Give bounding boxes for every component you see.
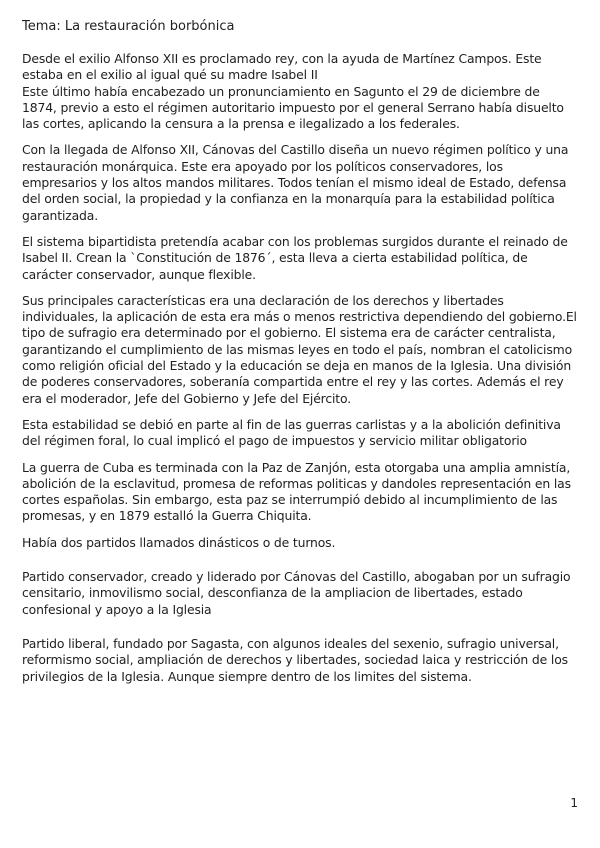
- paragraph-stability: Esta estabilidad se debió en parte al fin de las guerras carlistas y a la abolición definitiva del régimen foral, lo cual implicó el pago de impuestos y servicio militar obligatorio: [22, 416, 561, 449]
- paragraph-canovas-regime: Con la llegada de Alfonso XII, Cánovas del Castillo diseña un nuevo régimen político y una restauración monárquica. Este era apoyado por los políticos conservadores, los empresarios y los altos mandos militares. Todos tenían el mismo ideal de Estado, defensa del orden social, la propiedad y la confianza en la monarquía para la estabilidad política garantizada.: [22, 142, 569, 223]
- paragraph-dynastic-parties: Había dos partidos llamados dinásticos o de turnos.: [22, 534, 336, 550]
- paragraph-bipartisan-system: El sistema bipartidista pretendía acabar con los problemas surgidos durante el reinado de Isabel II. Crean la `Constitución de 1876´, esta lleva a cierta estabilidad política, de carácter conservador, aunque flexible.: [22, 233, 568, 282]
- document-page: [22, 18, 578, 695]
- paragraph-characteristics: Sus principales características era una declaración de los derechos y libertades individuales, la aplicación de esta era más o menos restrictiva dependiendo del gobierno.El tipo de sufragio era determinado por el gobierno. El sistema era de carácter centralista, garantizando el cumplimiento de las mismas leyes en todo el país, nombran el catolicismo como religión oficial del Estado y la educación se deja en manos de la Iglesia. Una división de poderes conservadores, soberanía compartida entre el rey y las cortes. Además el rey era el moderador, Jefe del Gobierno y Jefe del Ejército.: [22, 292, 577, 406]
- document-title: Tema: La restauración borbónica: [22, 19, 235, 34]
- page-number: 1: [570, 796, 578, 810]
- paragraph-conservative-party: Partido conservador, creado y liderado por Cánovas del Castillo, abogaban por un sufragio censitario, inmovilismo social, desconfianza de la ampliacion de libertades, estado confesional y apoyo a la Iglesia: [22, 569, 571, 617]
- paragraph-exile: Desde el exilio Alfonso XII es proclamado rey, con la ayuda de Martínez Campos. Este estaba en el exilio al igual qué su madre Isabel II Este último había encabezado un pronunciamiento en Sagunto el 29 de diciembre de 1874, previo a esto el régimen autoritario impuesto por el general Serrano había disuelto las cortes, aplicando la censura a la prensa e ilegalizado a los federales.: [22, 51, 564, 132]
- paragraph-liberal-party: Partido liberal, fundado por Sagasta, con algunos ideales del sexenio, sufragio universal, reformismo social, ampliación de derechos y libertades, sociedad laica y restricción de los privilegios de la Iglesia. Aunque siempre dentro de los limites del sistema.: [22, 635, 568, 684]
- paragraph-cuba-war: La guerra de Cuba es terminada con la Paz de Zanjón, esta otorgaba una amplia amnistía, abolición de la esclavitud, promesa de reformas politicas y dandoles representación en las cortes españolas. Sin embargo, esta paz se interrumpió debido al incumplimiento de las promesas, y en 1879 estalló la Guerra Chiquita.: [22, 459, 571, 524]
